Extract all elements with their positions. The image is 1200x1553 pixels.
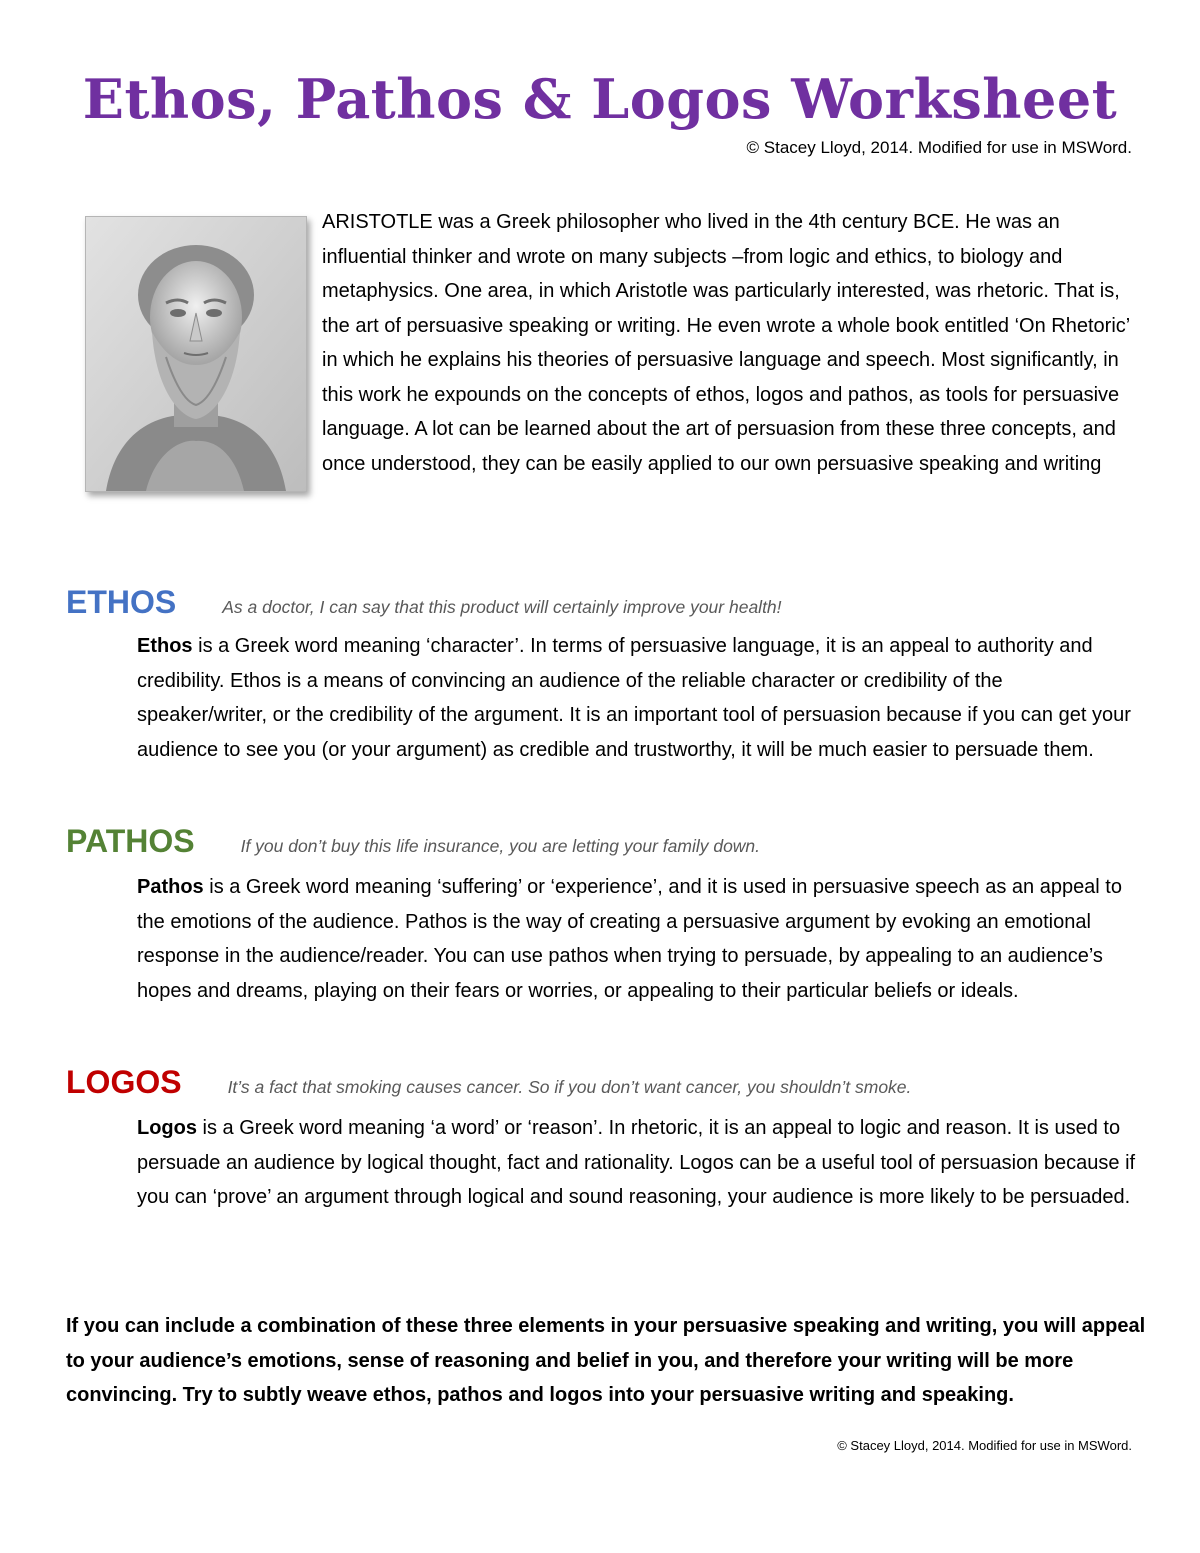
pathos-title: PATHOS bbox=[66, 823, 195, 859]
logos-heading bbox=[66, 1062, 911, 1102]
pathos-body bbox=[137, 870, 1137, 1008]
pathos-text: is a Greek word meaning ‘suffering’ or ‘experience’, and it is used in persuasive speech as an appeal to the emotions of the audience. Pathos is the way of creating a persuasive argument by evoking an emotional response in the audience/reader. You can use pathos when trying to persuade, by appealing to an audience’s hopes and dreams, playing on their fears or worries, or appealing to their particular beliefs or ideals. bbox=[137, 876, 1122, 1002]
logos-text: is a Greek word meaning ‘a word’ or ‘reason’. In rhetoric, it is an appeal to logic and reason. It is used to persuade an audience by logical thought, fact and rationality. Logos can be a useful tool of persuasion because if you can ‘prove’ an argument through logical and sound reasoning, your audience is more likely to be persuaded. bbox=[137, 1117, 1136, 1208]
copyright-top: © Stacey Lloyd, 2014. Modified for use in MSWord. bbox=[746, 138, 1132, 157]
pathos-term: Pathos bbox=[137, 876, 204, 898]
worksheet-title: Ethos, Pathos & Logos Worksheet bbox=[82, 67, 1118, 131]
aristotle-bust-icon bbox=[86, 217, 306, 491]
ethos-body bbox=[137, 629, 1137, 767]
ethos-quote: As a doctor, I can say that this product will certainly improve your health! bbox=[222, 597, 782, 617]
ethos-term: Ethos bbox=[137, 635, 193, 657]
ethos-title: ETHOS bbox=[66, 584, 177, 620]
ethos-heading bbox=[66, 582, 782, 622]
logos-quote: It’s a fact that smoking causes cancer. So if you don’t want cancer, you shouldn’t smoke. bbox=[227, 1077, 912, 1097]
ethos-text: is a Greek word meaning ‘character’. In terms of persuasive language, it is an appeal to authority and credibility. Ethos is a means of convincing an audience of the reliable character or credibility of the speaker/writer, or the credibility of the argument. It is an important tool of persuasion because if you can get your audience to see you (or your argument) as credible and trustworthy, it will be much easier to persuade them. bbox=[137, 635, 1131, 761]
logos-term: Logos bbox=[137, 1117, 197, 1139]
logos-body bbox=[137, 1111, 1137, 1215]
conclusion-paragraph: If you can include a combination of these three elements in your persuasive speaking and writing, you will appeal to your audience’s emotions, sense of reasoning and belief in you, and therefore your writing will be more convincing. Try to subtly weave ethos, pathos and logos into your persuasive writing and speaking. bbox=[66, 1315, 1146, 1406]
intro-paragraph: ARISTOTLE was a Greek philosopher who lived in the 4th century BCE. He was an influential thinker and wrote on many subjects –from logic and ethics, to biology and metaphysics. One area, in which Aristotle was particularly interested, was rhetoric. That is, the art of persuasive speaking or writing. He even wrote a whole book entitled ‘On Rhetoric’ in which he explains his theories of persuasive language and speech. Most significantly, in this work he expounds on the concepts of ethos, logos and pathos, as tools for persuasive language. A lot can be learned about the art of persuasion from these three concepts, and once understood, they can be easily applied to our own persuasive speaking and writing bbox=[322, 211, 1130, 475]
pathos-heading bbox=[66, 821, 760, 861]
aristotle-portrait bbox=[85, 216, 307, 492]
copyright-bottom: © Stacey Lloyd, 2014. Modified for use in MSWord. bbox=[837, 1438, 1132, 1453]
logos-title: LOGOS bbox=[66, 1064, 182, 1100]
pathos-quote: If you don’t buy this life insurance, you are letting your family down. bbox=[240, 836, 761, 856]
